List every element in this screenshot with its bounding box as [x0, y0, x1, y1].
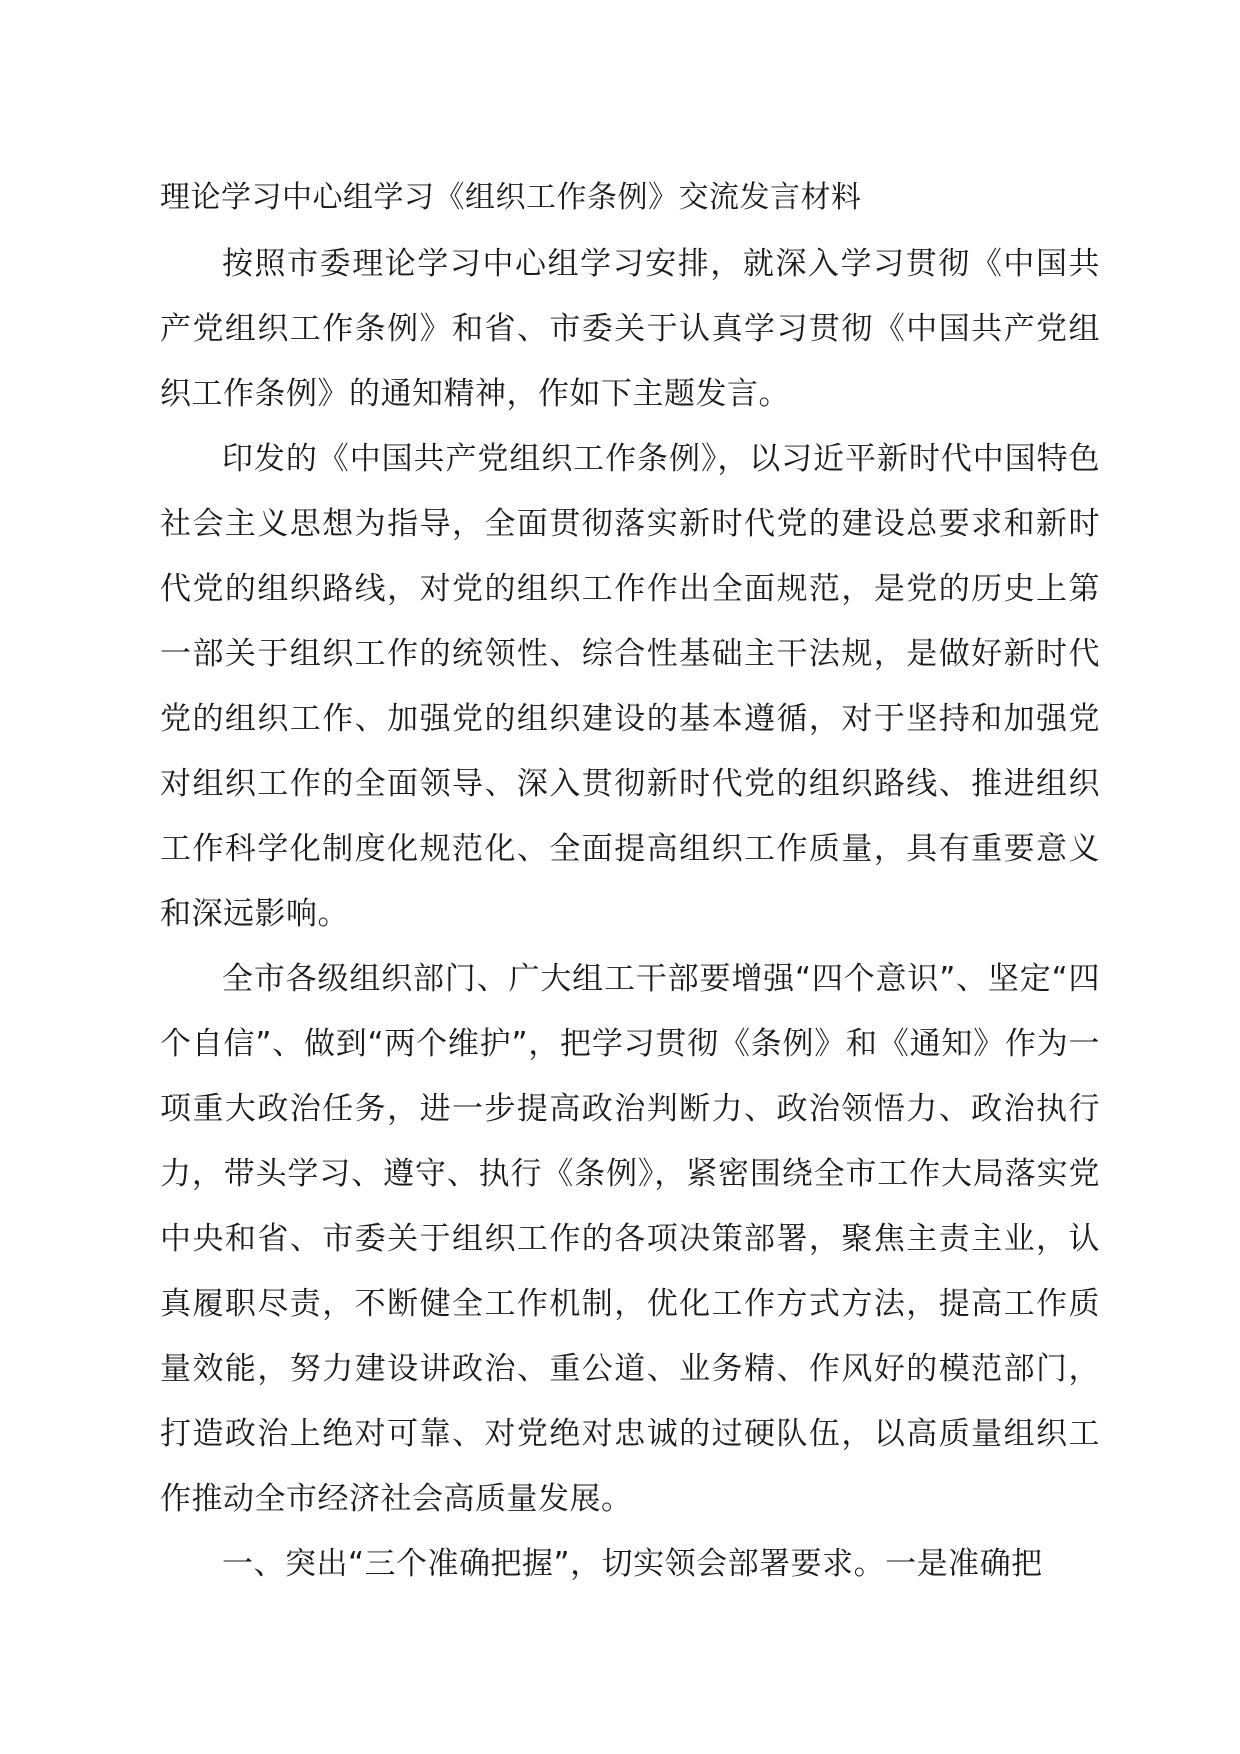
paragraph-significance: 印发的《中国共产党组织工作条例》，以习近平新时代中国特色社会主义思想为指导，全面贯彻落实新时代党的建设总要求和新时代党的组织路线，对党的组织工作作出全面规范，是党的历史上第一部关于组织工作的统领性、综合性基础主干法规，是做好新时代党的组织工作、加强党的组织建设的基本遵循，对于坚持和加强党对组织工作的全面领导、深入贯彻新时代党的组织路线、推进组织工作科学化制度化规范化、全面提高组织工作质量，具有重要意义和深远影响。: [160, 441, 1100, 932]
paragraph-intro: 按照市委理论学习中心组学习安排，就深入学习贯彻《中国共产党组织工作条例》和省、市委关于认真学习贯彻《中国共产党组织工作条例》的通知精神，作如下主题发言。: [160, 246, 1100, 412]
paragraph-requirements: 全市各级组织部门、广大组工干部要增强“四个意识”、坚定“四个自信”、做到“两个维护”，把学习贯彻《条例》和《通知》作为一项重大政治任务，进一步提高政治判断力、政治领悟力、政治执行力，带头学习、遵守、执行《条例》，紧密围绕全市工作大局落实党中央和省、市委关于组织工作的各项决策部署，聚焦主责主业，认真履职尽责，不断健全工作机制，优化工作方式方法，提高工作质量效能，努力建设讲政治、重公道、业务精、作风好的模范部门，打造政治上绝对可靠、对党绝对忠诚的过硬队伍，以高质量组织工作推动全市经济社会高质量发展。: [160, 961, 1100, 1517]
document-body: [160, 168, 1100, 1597]
paragraph-section-one: 一、突出“三个准确把握”，切实领会部署要求。一是准确把: [222, 1546, 1043, 1582]
document-title: 理论学习中心组学习《组织工作条例》交流发言材料: [160, 180, 862, 215]
